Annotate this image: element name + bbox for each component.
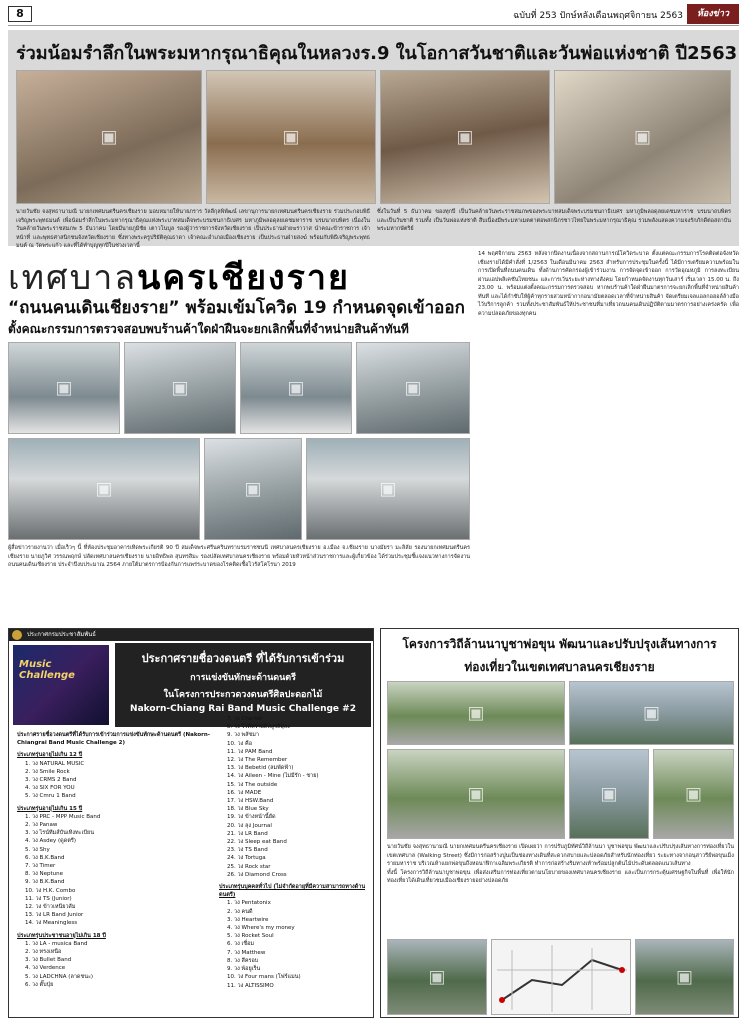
ceremony-photo-monk	[16, 70, 202, 204]
emblem-icon	[12, 630, 22, 640]
meeting-photo-1	[8, 342, 120, 434]
band-list-item: 12. วง The Remember	[227, 757, 288, 764]
map-roads	[497, 945, 627, 1012]
band-list-item: 5. วง Rocket Soul	[227, 933, 274, 940]
project-paragraph-1: นายวันชัย จงสุทธานามณี นายกเทศมนตรีนครเชียงราย เปิดเผยว่า การปรับภูมิทัศน์วิถีล้านนา บูชาพ่อขุน พัฒนาและปรับปรุงเส้นทางการท่องเที่ยวในเขตเทศบาล (Walking Street) ซึ่งมีการก่อสร้างปูนเป็นช่องทางเดินที่สะดวกสบายและปลอดภัยสำหรับนักท่องเที่ยว ระยะทางจากอนุสาวรีย์พ่อขุนเม็งรายมหาราช บริเวณห้าแยกพ่อขุนถึงหอนาฬิกาเฉลิมพระเกียรติ ทำการก่อสร้างริมทางเท้าพร้อมปลูกต้นไม้ประดับตลอดแนวเส้นทาง	[387, 844, 734, 867]
band-list-item: 1. วง NATURAL MUSIC	[25, 760, 85, 767]
band-list-item: 5. วง Shy	[25, 846, 50, 853]
issue-info: ฉบับที่ 253 ปักษ์หลังเดือนพฤศจิกายน 2563	[513, 11, 683, 21]
photo-icon: ▣	[171, 377, 189, 399]
ceremony-text-2: ซึ่งในวันที่ 5 ธันวาคม ของทุกปี เป็นวันคล้ายวันพระราชสมภพของพระบาทสมเด็จพระบรมชนกาธิเบศร มหาภูมิพลอดุลยเดชมหาราช บรมนาถบพิตร และเป็นวันชาติ รวมทั้ง เป็นวันพ่อแห่งชาติ สืบเนื่องมีพระมหาเมตตาต่อพสกนิกรชาวไทยในพระมหากรุณาธิคุณ รวมพลังแสดงความจงรักภักดีต่อสถาบันพระมหากษัตริย์	[377, 209, 731, 232]
announcement-title-line3: ในโครงการประกวดวงดนตรีศิลปะดอกไม้	[163, 690, 323, 700]
photo-icon: ▣	[404, 377, 422, 399]
meeting-photo-3	[240, 342, 352, 434]
band-list-item: 26. วง Diamond Cross	[227, 871, 287, 878]
walking-street-headline: “ถนนคนเดินเชียงราย” พร้อมเข้มโควิด 19 กำหนดจุดเข้าออก	[8, 298, 465, 318]
meeting-photo-attendees	[306, 438, 470, 540]
lanna-project-box	[380, 628, 739, 1018]
gov-banner-text: ประกาศกรมประชาสัมพันธ์	[27, 631, 96, 638]
ceremony-headline: ร่วมน้อมรำลึกในพระมหากรุณาธิคุณในหลวงร.9 ในโอกาสวันชาติและวันพ่อแห่งชาติ ปี2563	[16, 43, 738, 64]
band-list-item: 21. วง LR Band	[227, 830, 268, 837]
band-list-item: 10. วง คือ	[227, 740, 252, 747]
band-list-item: 11. วง PAM Band	[227, 748, 273, 755]
band-list-item: 3. วง Heartwire	[227, 916, 269, 923]
band-list-item: 8. วง สีครอบ	[227, 957, 259, 964]
band-list-item: 7. วง Matthew	[227, 949, 266, 956]
band-list-item: 1. วง Pentatonix	[227, 900, 271, 907]
band-list-item: 2. วง Panaw	[25, 822, 58, 829]
band-list-item: 5. วง LADCHNA (ลาดชนะ)	[25, 973, 94, 980]
ceremony-photo-offering	[554, 70, 731, 204]
band-list-item: 3. วง ไรน์ทีมส์บันเทิงทะเบียน	[25, 830, 94, 837]
band-list-item: 11. วง ALTISSIMO	[227, 982, 274, 989]
band-list-item: 7. วง Timer	[25, 863, 56, 870]
page-number: 8	[8, 6, 32, 22]
band-group-title: ประเภทรุ่นอายุไม่เกิน 15 ปี	[17, 805, 83, 812]
project-paragraph-2: ทั้งนี้ โครงการวิถีล้านนาบูชาพ่อขุน เพื่อส่งเสริมการท่องเที่ยวตามนโยบายของเทศบาลนครเชียงราย และเป็นการกระตุ้นเศรษฐกิจในพื้นที่ เพื่อให้นักท่องเที่ยวได้เดินเที่ยวชมเมืองเชียงรายอย่างปลอดภัย	[387, 869, 734, 884]
band-list-item: 12. วง ข้าวเหนียวส้ม	[25, 904, 76, 911]
project-route-map	[491, 939, 631, 1015]
ceremony-section	[8, 30, 739, 249]
band-list-item: 4. วง Asdey (ดูดตรี)	[25, 838, 76, 845]
route-start-marker	[499, 997, 505, 1003]
band-group-title: ประเภทรุ่นบุคคลทั่วไป (ไม่จำกัดอายุที่มีความสามารถทางด้านดนตรี)	[219, 884, 366, 899]
announcement-title-line1: ประกาศรายชื่อวงดนตรี ที่ได้รับการเข้าร่วม	[141, 652, 345, 665]
band-list-item: 23. วง TS Band	[227, 847, 268, 854]
poster-text: Music Challenge	[19, 659, 75, 681]
project-photo-trees	[635, 939, 734, 1015]
band-list-item: 4. วง Verdence	[25, 965, 66, 972]
gov-banner	[9, 629, 373, 641]
band-list-item: 2. วง ทรงเหนือ	[25, 949, 62, 956]
photo-icon: ▣	[379, 478, 397, 500]
band-list-item: 17. วง HSW.Band	[227, 798, 274, 805]
photo-icon: ▣	[642, 702, 661, 724]
band-list-item: 6. วง ตั๊บปุ่ย	[25, 981, 54, 988]
band-list-item: 1. วง LA - musica Band	[25, 940, 88, 947]
meeting-photo-4	[356, 342, 470, 434]
photo-icon: ▣	[95, 478, 113, 500]
band-list-item: 13. วง LR Band Junior	[25, 912, 84, 919]
band-list-item: 3. วง CRMS 2 Band	[25, 777, 77, 784]
band-list-item: 2. วง คนดี	[227, 908, 253, 915]
band-list-item: 9. วง พลัซมา	[227, 732, 259, 739]
photo-icon: ▣	[428, 966, 446, 988]
meeting-photo-room	[8, 438, 200, 540]
project-photo-monument	[569, 749, 649, 839]
band-list-item: 14. วง Meaningless	[25, 920, 78, 927]
photo-icon: ▣	[244, 478, 262, 500]
walking-street-subhead: ตั้งคณะกรรมการตรวจสอบพบร้านค้าใดฝ่าฝืนจะยกเลิกพื้นที่จำหน่ายสินค้าทันที	[8, 322, 409, 336]
band-list-item: 20. วง ลุง Journal	[227, 822, 272, 829]
band-list-item: 11. วง TS (Junior)	[25, 895, 72, 902]
photo-icon: ▣	[282, 126, 300, 148]
masthead-light: เทศบาล	[8, 258, 138, 298]
band-list-item: 9. วง พ้อยูเร็น	[227, 966, 261, 973]
walking-street-section	[8, 250, 739, 634]
band-list-item: 14. วง Aileen - Mine (ไม่มีรัก - ชาย)	[227, 773, 319, 780]
ceremony-photo-audience	[380, 70, 550, 204]
band-group-title: ประเภทรุ่นประชาชนอายุไม่เกิน 18 ปี	[17, 932, 106, 939]
photo-icon: ▣	[456, 126, 474, 148]
band-list-item: 8. วง Neptune	[25, 871, 64, 878]
band-list-item: 6. วง เชื่อม	[227, 941, 255, 948]
project-text	[387, 843, 734, 935]
photo-icon: ▣	[600, 783, 618, 805]
band-group-title: ประเภทรุ่นอายุไม่เกิน 12 ปี	[17, 752, 83, 759]
project-photo-street	[387, 681, 565, 745]
announcement-title-line2: การแข่งขันทักษะด้านดนตรี	[190, 673, 296, 683]
project-title-line1: โครงการวิถีล้านนาบูชาพ่อขุน พัฒนาและปรับปรุงเส้นทางการ	[402, 637, 717, 651]
ceremony-photo-hall	[206, 70, 376, 204]
newspaper-logo: ห้องข่าว	[687, 4, 739, 24]
route-line	[502, 960, 622, 1000]
photo-icon: ▣	[633, 126, 652, 148]
page-header	[8, 4, 739, 26]
band-list-column-2	[219, 715, 369, 1015]
band-list-item: 25. วง Rock star	[227, 863, 271, 870]
project-photo-walkway	[387, 749, 565, 839]
band-list-item: 8. วง ไวท์ทรายดิลลูรถิยุลง	[227, 724, 290, 731]
meeting-photo-2	[124, 342, 236, 434]
band-list-item: 4. วง SIX FOR YOU	[25, 785, 75, 792]
band-list-item: 13. วง Bebetid (ลมพัดฟ้า)	[227, 765, 294, 772]
band-list-item: 6. วง B.K.Band	[25, 854, 65, 861]
project-photo-park	[387, 939, 487, 1015]
band-challenge-poster	[13, 645, 109, 725]
band-list-item: 22. วง Sleep eat Band	[227, 839, 287, 846]
band-list-item: 9. วง B.K.Band	[25, 879, 65, 886]
project-photo-road	[569, 681, 734, 745]
project-photo-clocktower	[653, 749, 734, 839]
masthead-bold: นครเชียงราย	[137, 258, 350, 298]
ceremony-text-1: นายวันชัย จงสุทธานามณี นายกเทศมนตรีนครเชียงราย มอบหมายให้นายภราร วัลลีกุลพิพัฒน์ เลขานุการนายกเทศมนตรีนครเชียงราย ร่วมประกอบพิธีเจริญพระพุทธมนต์ เพื่อน้อมรำลึกในพระมหากรุณาธิคุณแห่งพระบาทสมเด็จพระบรมชนกาธิเบศร มหาภูมิพลอดุลยเดชมหาราช บรมนาถบพิตร เนื่องในวันคล้ายวันพระราชสมภพ 5 ธันวาคม โดยมีนายภูมิชัย เตาวโนบูล รองผู้ว่าราชการจังหวัดเชียงราย เป็นประธานฝ่ายฆราวาส นำคณะข้าราชการ เจ้าหน้าที่ และพุทธศาสนิกชนจังหวัดเชียงราย ซึ่งทางพระครูปริยัติคุณธาดา เจ้าคณะอำเภอเมืองเชียงราย เป็นประธานฝ่ายสงฆ์ พร้อมกับพิธีเจริญพระพุทธมนต์ ณ วัดพระแก้ว และที่ได้ทำบุญทุกปีในช่วงเวลานี้	[16, 209, 370, 249]
project-title-line2: ท่องเที่ยวในเขตเทศบาลนครเชียงราย	[464, 660, 655, 674]
meeting-photo-presenter	[204, 438, 302, 540]
walking-street-text-left: ผู้สื่อข่าวรายงานว่า เมื่อเร็วๆ นี้ ที่ห้องประชุมอาคารเทิดพระเกียรติ 90 ปี สมเด็จพระศรีนครินทราบรมราชชนนี เทศบาลนครเชียงราย อ.เมือง จ.เชียงราย นางมัยรา มะลิลัย รองนายกเทศมนตรีนครเชียงราย นายภูวิศ วรรณพฤกษ์ ปลัดเทศบาลนครเชียงราย นายอิทธิพล สุนทรสิมะ รองปลัดเทศบาลนครเชียงราย พร้อมด้วยหัวหน้าส่วนราชการและผู้เกี่ยวข้อง ได้ร่วมประชุมชี้แจงแนวทางการจัดงานถนนคนเดินเชียงราย ประจำปีงบประมาณ 2564 ภายใต้มาตรการป้องกันการแพร่ระบาดของโรคติดเชื้อไวรัสโคโรนา 2019	[8, 545, 470, 568]
photo-icon: ▣	[675, 966, 694, 988]
band-list-item: 16. วง MADE	[227, 789, 262, 796]
band-list-item: 24. วง Tortuga	[227, 855, 266, 862]
band-list-item: 15. วง The outside	[227, 781, 278, 788]
band-list-item: 10. วง H.K. Combo	[25, 887, 76, 894]
municipality-masthead	[8, 250, 470, 298]
route-map-graphic	[492, 940, 632, 1016]
photo-icon: ▣	[467, 783, 485, 805]
band-list-item: 4. วง Where's my money	[227, 925, 295, 932]
band-list-item: 3. วง Bullet Band	[25, 957, 72, 964]
band-list-item: 1. วง PRC - MPP Music Band	[25, 813, 101, 820]
band-list-item: 7. วง Cherish	[227, 716, 263, 722]
band-list-item: 10. วง Four mans (โฟร์แมน)	[227, 974, 301, 981]
walking-street-text-right: 14 พฤศจิกายน 2563 หลังจากปิดงานเนื่องจากสถานการณ์โควิดระบาด ตั้งแต่คณะกรรมการโรคติดต่อจังหวัดเชียงรายได้มีคำสั่งที่ 1/2563 ในเดือนมีนาคม 2563 สำหรับการประชุมในครั้งนี้ ได้มีการเตรียมความพร้อมในการเปิดพื้นที่ถนนคนเดิน ทั้งด้านการคัดกรองผู้เข้าร่วมงาน การจัดจุดเข้าออก การวัดอุณหภูมิ การลงทะเบียนผ่านแอปพลิเคชันไทยชนะ และการเว้นระยะห่างทางสังคม โดยกำหนดจัดงานทุกวันเสาร์ เริ่มเวลา 15.00 น. ถึง 23.00 น. พร้อมแต่งตั้งคณะกรรมการตรวจสอบ หากพบร้านค้าใดฝ่าฝืนมาตรการจะยกเลิกพื้นที่จำหน่ายสินค้าทันที และได้กำชับให้ผู้ค้าทุกรายสวมหน้ากากอนามัยตลอดเวลาที่จำหน่ายสินค้า จัดเตรียมเจลแอลกอฮอล์ล้างมือไว้บริการลูกค้า รวมทั้งประชาสัมพันธ์ให้ประชาชนที่มาเที่ยวถนนคนเดินปฏิบัติตามมาตรการอย่างเคร่งครัด เพื่อความปลอดภัยของทุกคน	[478, 251, 739, 317]
photo-icon: ▣	[287, 377, 305, 399]
band-list-item: 18. วง Blue Sky	[227, 806, 269, 813]
band-list-item: 5. วง Cmru 1 Band	[25, 793, 76, 800]
photo-icon: ▣	[100, 126, 118, 148]
band-list-intro: ประกาศรายชื่อวงดนตรีที่ได้รับการเข้าร่วมการแข่งขันทักษะด้านดนตรี (Nakorn-Chiangrai Band Music Challenge 2)	[17, 732, 211, 747]
route-end-marker	[619, 967, 625, 973]
project-title	[381, 629, 738, 679]
announcement-title-line4: Nakorn-Chiang Rai Band Music Challenge #2	[130, 704, 356, 714]
band-list-column-1	[17, 731, 213, 1015]
photo-icon: ▣	[467, 702, 485, 724]
band-list-item: 19. วง ข้างหน้านี้ยัด	[227, 814, 276, 821]
band-announcement-box	[8, 628, 374, 1018]
band-list-item: 2. วง Smile Rock	[25, 768, 70, 775]
photo-icon: ▣	[55, 377, 73, 399]
photo-icon: ▣	[684, 783, 703, 805]
